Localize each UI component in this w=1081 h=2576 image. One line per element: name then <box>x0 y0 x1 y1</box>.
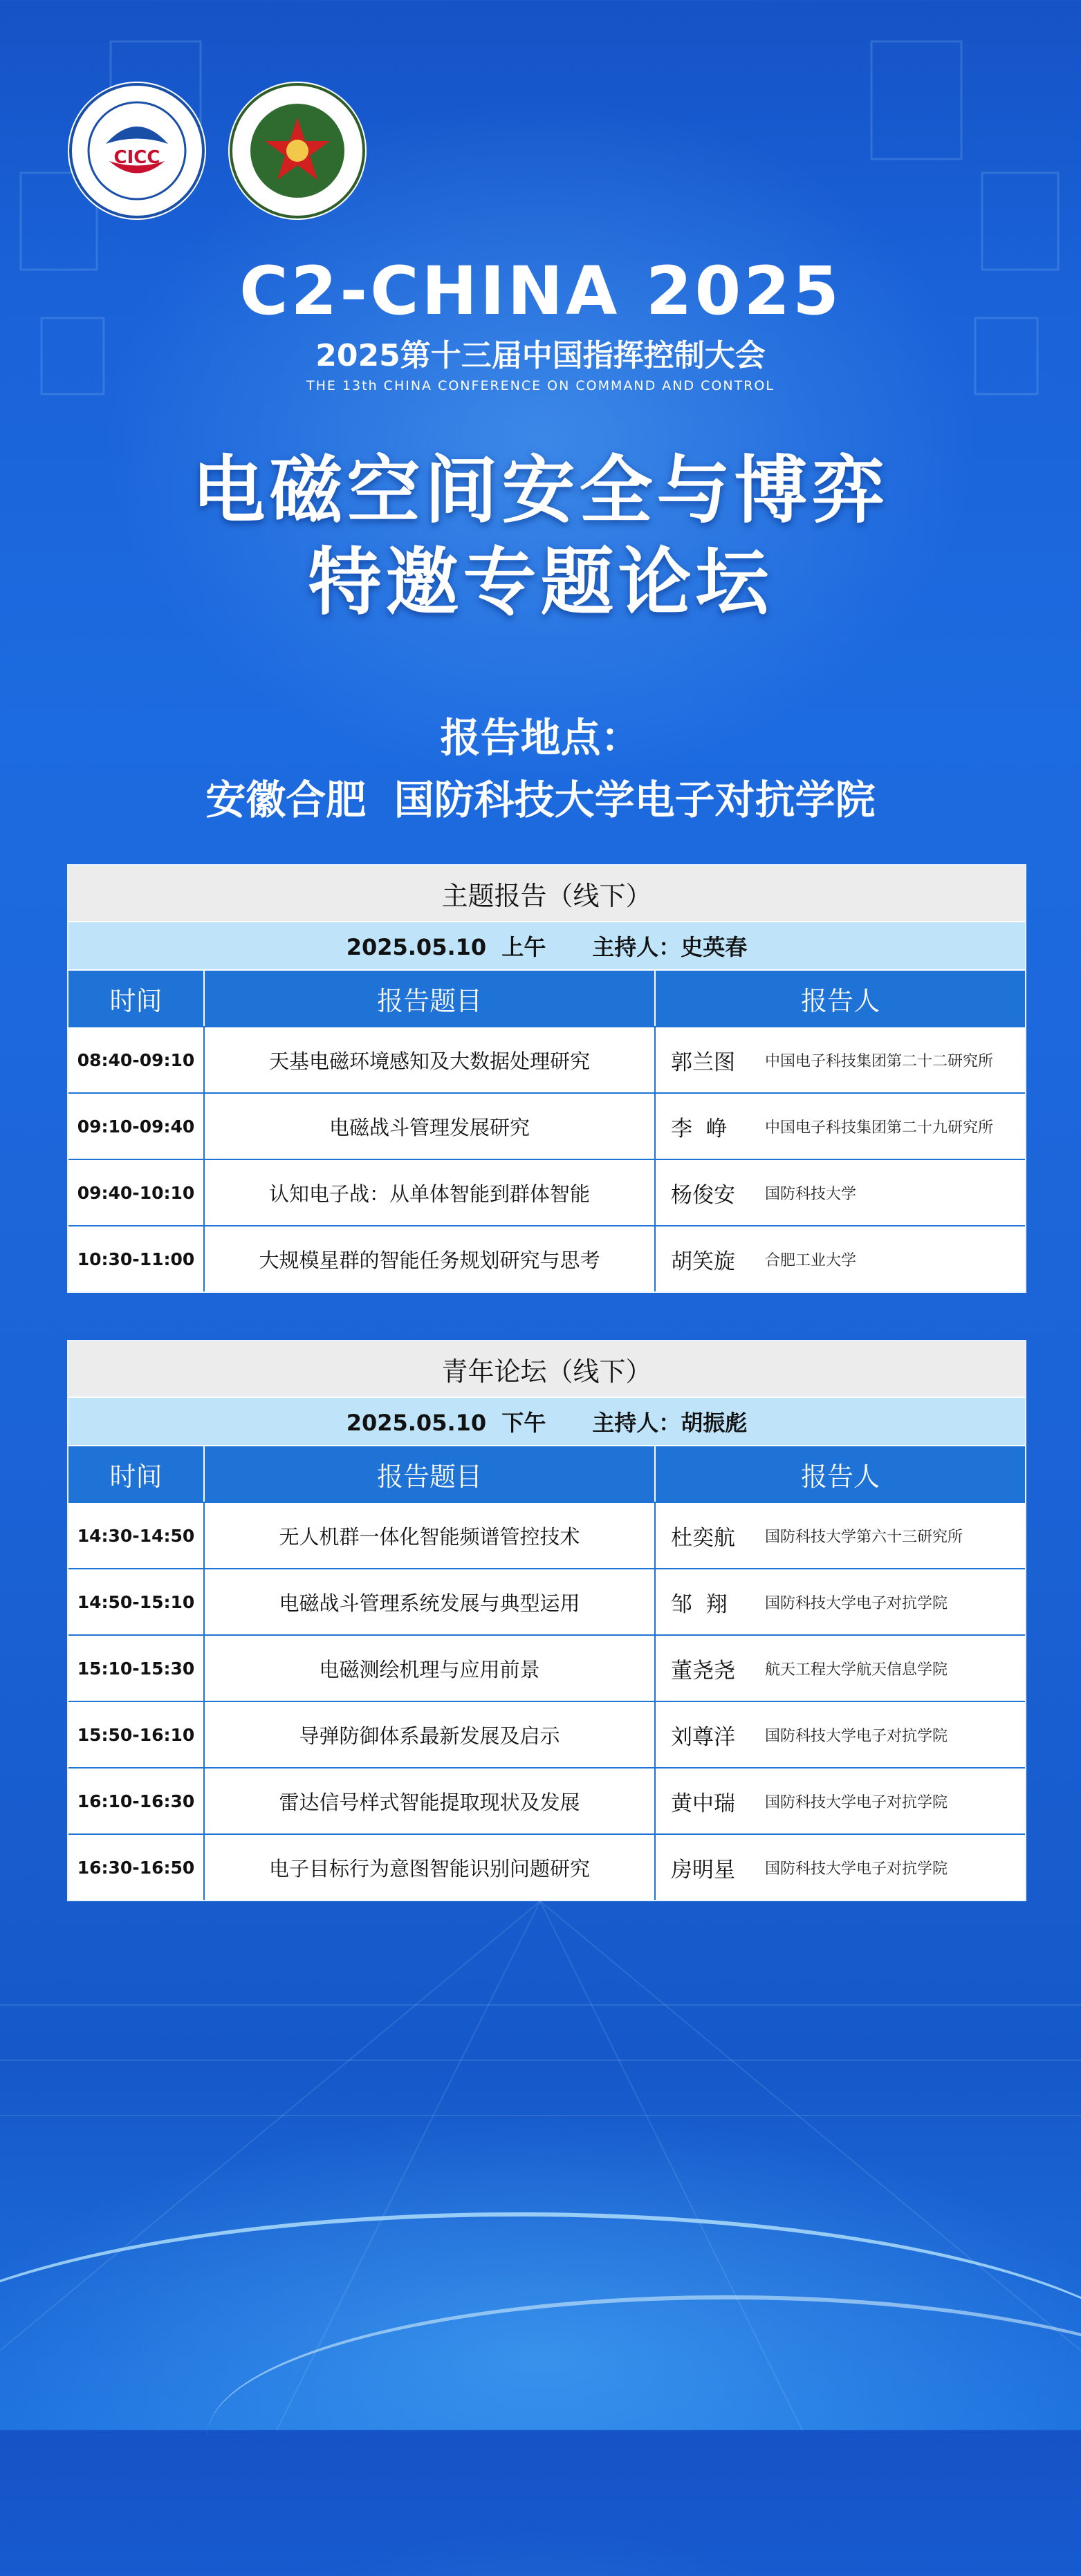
row-topic: 导弹防御体系最新发展及启示 <box>205 1702 656 1767</box>
header-topic: 报告题目 <box>205 971 656 1026</box>
session-meta: 2025.05.10 上午 主持人：史英春 <box>68 922 1025 971</box>
cicc-logo <box>68 82 206 220</box>
speaker-org: 国防科技大学电子对抗学院 <box>765 1727 948 1745</box>
row-time: 08:40-09:10 <box>68 1027 205 1092</box>
row-topic: 电磁测绘机理与应用前景 <box>205 1636 656 1701</box>
row-speaker <box>656 1094 1025 1159</box>
row-topic: 大规模星群的智能任务规划研究与思考 <box>205 1226 656 1291</box>
speaker-name: 胡笑旋 <box>671 1249 735 1274</box>
speaker-name: 董尧尧 <box>671 1658 735 1683</box>
speaker-org: 国防科技大学电子对抗学院 <box>765 1860 948 1878</box>
speaker-name: 杜奕航 <box>671 1525 735 1551</box>
row-speaker <box>656 1503 1025 1568</box>
speaker-name: 房明星 <box>671 1857 735 1883</box>
college-logo <box>228 82 367 220</box>
row-time: 14:30-14:50 <box>68 1503 205 1568</box>
forum-title-line1: 电磁空间安全与博弈 <box>192 448 889 533</box>
table-header <box>68 1446 1025 1502</box>
row-speaker <box>656 1636 1025 1701</box>
table-row <box>68 1092 1025 1159</box>
conference-subtitle: THE 13th CHINA CONFERENCE ON COMMAND AND CONTROL <box>306 378 775 393</box>
table-row <box>68 1225 1025 1291</box>
row-topic: 电磁战斗管理系统发展与典型运用 <box>205 1569 656 1634</box>
session-youth-forum-table <box>67 1340 1026 1901</box>
table-header <box>68 971 1025 1026</box>
speaker-org: 国防科技大学 <box>765 1185 857 1203</box>
row-time: 14:50-15:10 <box>68 1569 205 1634</box>
row-speaker <box>656 1226 1025 1291</box>
session-meta: 2025.05.10 下午 主持人：胡振彪 <box>68 1398 1025 1446</box>
row-time: 09:40-10:10 <box>68 1160 205 1225</box>
speaker-name: 郭兰图 <box>671 1049 735 1075</box>
row-speaker <box>656 1027 1025 1092</box>
row-time: 16:10-16:30 <box>68 1768 205 1833</box>
forum-title-line2: 特邀专题论坛 <box>308 540 773 625</box>
speaker-name: 邹 翔 <box>671 1592 728 1617</box>
location-label: 报告地点： <box>440 714 641 761</box>
speaker-name: 杨俊安 <box>671 1182 735 1208</box>
conference-english-title: C2-CHINA 2025 <box>239 252 842 330</box>
speaker-name: 黄中瑞 <box>671 1791 735 1816</box>
table-row <box>68 1701 1025 1767</box>
row-time: 16:30-16:50 <box>68 1835 205 1900</box>
header-speaker: 报告人 <box>800 985 880 1016</box>
row-topic: 电子目标行为意图智能识别问题研究 <box>205 1835 656 1900</box>
row-speaker <box>656 1569 1025 1634</box>
table-row <box>68 1634 1025 1701</box>
row-topic: 天基电磁环境感知及大数据处理研究 <box>205 1027 656 1092</box>
session-keynote-table <box>67 864 1026 1293</box>
speaker-org: 中国电子科技集团第二十二研究所 <box>765 1052 994 1070</box>
row-time: 15:10-15:30 <box>68 1636 205 1701</box>
session-title: 青年论坛（线下） <box>68 1341 1025 1398</box>
speaker-org: 国防科技大学电子对抗学院 <box>765 1594 948 1612</box>
table-row <box>68 1568 1025 1634</box>
row-time: 15:50-16:10 <box>68 1702 205 1767</box>
speaker-org: 国防科技大学第六十三研究所 <box>765 1528 963 1546</box>
college-emblem-icon <box>228 82 367 220</box>
row-speaker <box>656 1768 1025 1833</box>
logo1-text: CICC <box>113 147 160 168</box>
speaker-name: 刘尊洋 <box>671 1724 735 1750</box>
location-value: 安徽合肥 国防科技大学电子对抗学院 <box>205 776 876 823</box>
table-row <box>68 1502 1025 1568</box>
header-time: 时间 <box>68 1446 205 1502</box>
table-row <box>68 1833 1025 1900</box>
table-row <box>68 1159 1025 1225</box>
header-topic: 报告题目 <box>205 1446 656 1502</box>
speaker-org: 中国电子科技集团第二十九研究所 <box>765 1119 994 1137</box>
speaker-org: 合肥工业大学 <box>765 1251 857 1269</box>
floor-light-streak-1 <box>0 2212 1081 2562</box>
row-speaker <box>656 1835 1025 1900</box>
row-topic: 无人机群一体化智能频谱管控技术 <box>205 1503 656 1568</box>
row-time: 09:10-09:40 <box>68 1094 205 1159</box>
speaker-org: 国防科技大学电子对抗学院 <box>765 1793 948 1811</box>
header-speaker: 报告人 <box>800 1461 880 1492</box>
floor-light-streak-2 <box>207 2295 1081 2576</box>
row-topic: 电磁战斗管理发展研究 <box>205 1094 656 1159</box>
row-speaker <box>656 1702 1025 1767</box>
table-row <box>68 1767 1025 1833</box>
speaker-org: 航天工程大学航天信息学院 <box>765 1661 948 1679</box>
row-topic: 认知电子战：从单体智能到群体智能 <box>205 1160 656 1225</box>
speaker-name: 李 峥 <box>671 1116 728 1141</box>
row-time: 10:30-11:00 <box>68 1226 205 1291</box>
row-speaker <box>656 1160 1025 1225</box>
cicc-emblem-icon <box>68 82 206 220</box>
conference-chinese-title: 2025第十三届中国指挥控制大会 <box>315 338 766 373</box>
table-row <box>68 1026 1025 1092</box>
row-topic: 雷达信号样式智能提取现状及发展 <box>205 1768 656 1833</box>
header-time: 时间 <box>68 971 205 1026</box>
session-title: 主题报告（线下） <box>68 866 1025 922</box>
